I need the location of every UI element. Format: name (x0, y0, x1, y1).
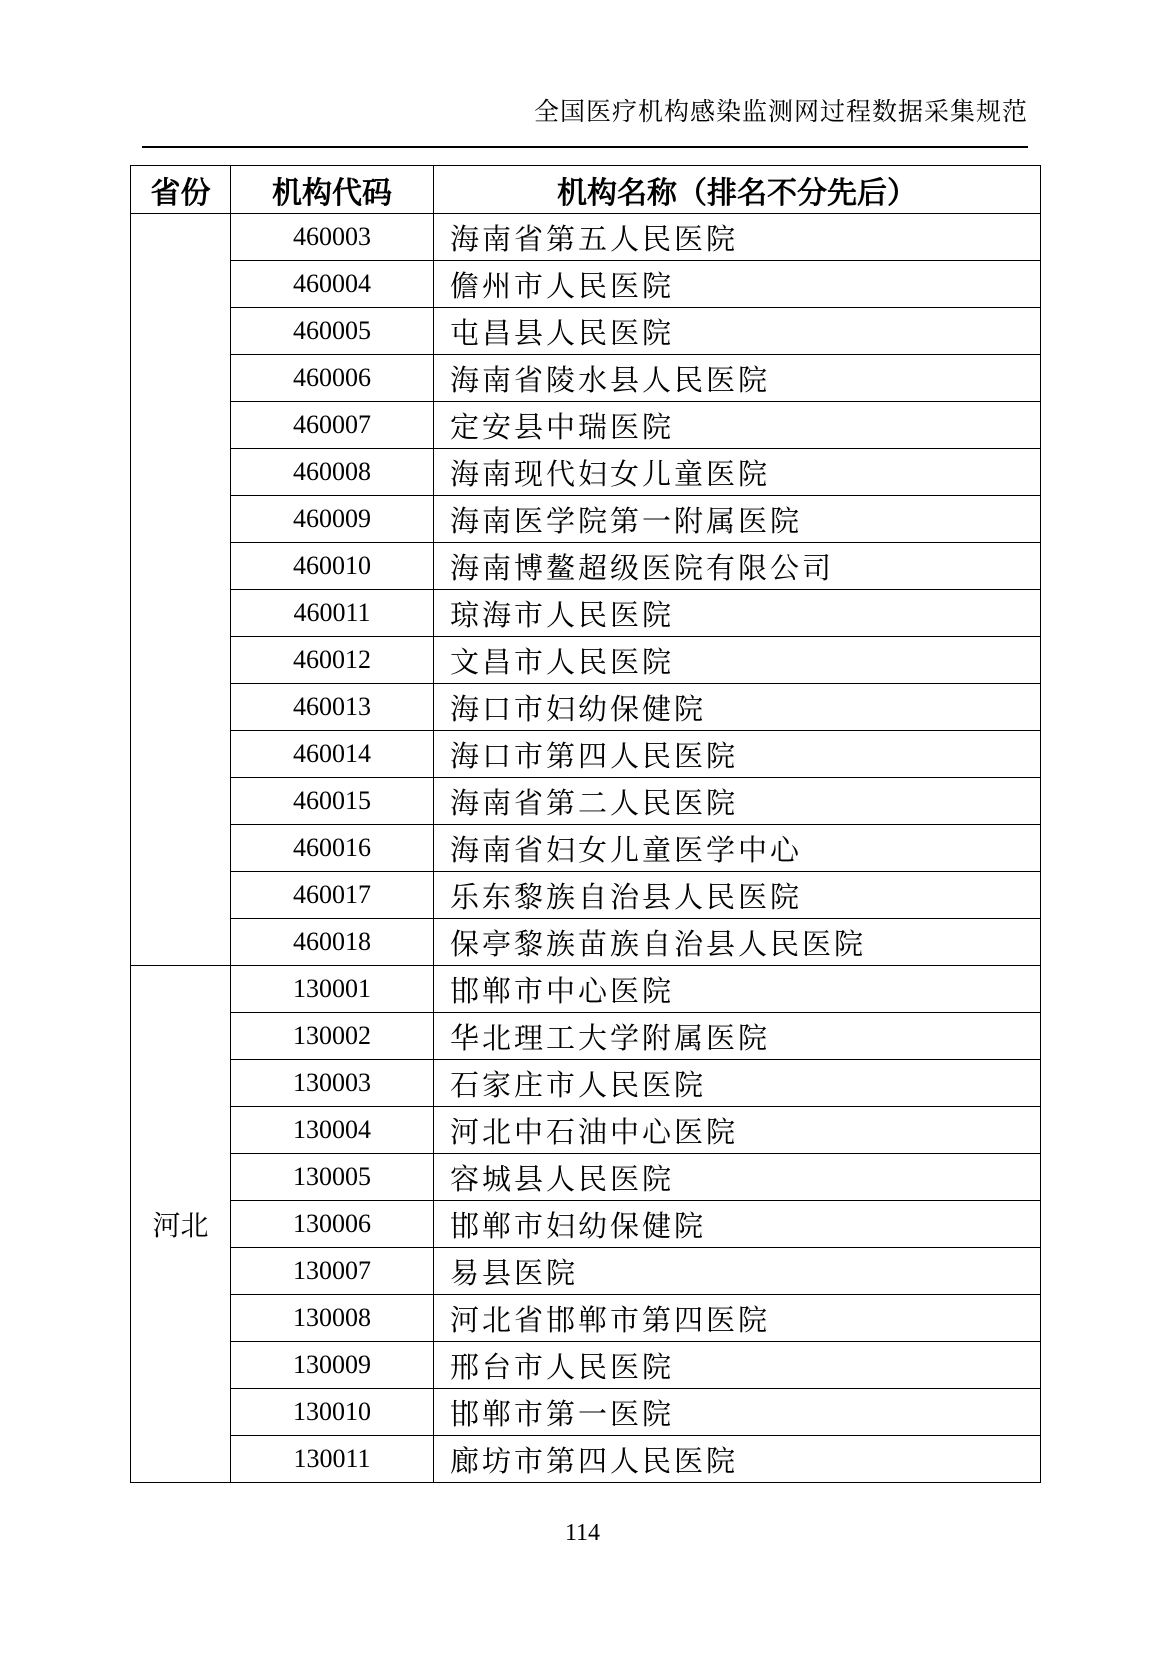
institution-name-cell: 海南现代妇女儿童医院 (434, 449, 1041, 496)
institution-code-cell: 460012 (231, 637, 434, 684)
header-divider (142, 146, 1028, 148)
institution-name-cell: 河北省邯郸市第四医院 (434, 1295, 1041, 1342)
table-row (131, 637, 1041, 684)
institution-name-cell: 海口市妇幼保健院 (434, 684, 1041, 731)
institution-name-cell: 廊坊市第四人民医院 (434, 1436, 1041, 1483)
institution-name-cell: 海南省陵水县人民医院 (434, 355, 1041, 402)
table-row (131, 1201, 1041, 1248)
institution-code-cell: 460003 (231, 214, 434, 261)
institution-name-cell: 文昌市人民医院 (434, 637, 1041, 684)
column-header-name: 机构名称（排名不分先后） (434, 166, 1041, 214)
table-header-row (131, 166, 1041, 214)
table-row (131, 590, 1041, 637)
table-row (131, 1107, 1041, 1154)
institution-table (130, 165, 1041, 1483)
table-row (131, 872, 1041, 919)
institution-code-cell: 460018 (231, 919, 434, 966)
institution-name-cell: 邯郸市第一医院 (434, 1389, 1041, 1436)
table-row (131, 1013, 1041, 1060)
province-cell: 河北 (131, 966, 231, 1483)
institution-name-cell: 儋州市人民医院 (434, 261, 1041, 308)
institution-code-cell: 460017 (231, 872, 434, 919)
table-row (131, 1436, 1041, 1483)
institution-code-cell: 460015 (231, 778, 434, 825)
institution-code-cell: 130004 (231, 1107, 434, 1154)
institution-code-cell: 460009 (231, 496, 434, 543)
table-row (131, 449, 1041, 496)
table-row (131, 214, 1041, 261)
institution-code-cell: 460004 (231, 261, 434, 308)
table-row (131, 919, 1041, 966)
column-header-province: 省份 (131, 166, 231, 214)
institution-name-cell: 邯郸市妇幼保健院 (434, 1201, 1041, 1248)
table-row (131, 1154, 1041, 1201)
institution-code-cell: 130011 (231, 1436, 434, 1483)
table-row (131, 684, 1041, 731)
institution-code-cell: 460005 (231, 308, 434, 355)
institution-code-cell: 460010 (231, 543, 434, 590)
institution-code-cell: 130009 (231, 1342, 434, 1389)
province-cell (131, 214, 231, 966)
table-row (131, 825, 1041, 872)
institution-name-cell: 屯昌县人民医院 (434, 308, 1041, 355)
institution-name-cell: 海南博鳌超级医院有限公司 (434, 543, 1041, 590)
table-row (131, 261, 1041, 308)
table-row (131, 778, 1041, 825)
institution-code-cell: 130003 (231, 1060, 434, 1107)
institution-name-cell: 石家庄市人民医院 (434, 1060, 1041, 1107)
column-header-code: 机构代码 (231, 166, 434, 214)
institution-code-cell: 460014 (231, 731, 434, 778)
institution-code-cell: 130010 (231, 1389, 434, 1436)
institution-name-cell: 华北理工大学附属医院 (434, 1013, 1041, 1060)
institution-code-cell: 130006 (231, 1201, 434, 1248)
institution-name-cell: 河北中石油中心医院 (434, 1107, 1041, 1154)
institution-name-cell: 易县医院 (434, 1248, 1041, 1295)
table-row (131, 1389, 1041, 1436)
table-row (131, 355, 1041, 402)
table-row (131, 1248, 1041, 1295)
institution-name-cell: 定安县中瑞医院 (434, 402, 1041, 449)
institution-name-cell: 琼海市人民医院 (434, 590, 1041, 637)
table-row (131, 496, 1041, 543)
table-row (131, 731, 1041, 778)
institution-code-cell: 460008 (231, 449, 434, 496)
institution-name-cell: 海南医学院第一附属医院 (434, 496, 1041, 543)
institution-code-cell: 460006 (231, 355, 434, 402)
institution-name-cell: 海南省妇女儿童医学中心 (434, 825, 1041, 872)
running-header-title: 全国医疗机构感染监测网过程数据采集规范 (533, 97, 1028, 126)
table-body (131, 214, 1041, 1483)
institution-code-cell: 130005 (231, 1154, 434, 1201)
table-row (131, 966, 1041, 1013)
institution-code-cell: 460007 (231, 402, 434, 449)
institution-name-cell: 邯郸市中心医院 (434, 966, 1041, 1013)
table-row (131, 402, 1041, 449)
institution-name-cell: 保亭黎族苗族自治县人民医院 (434, 919, 1041, 966)
institution-name-cell: 乐东黎族自治县人民医院 (434, 872, 1041, 919)
table-row (131, 308, 1041, 355)
institution-name-cell: 容城县人民医院 (434, 1154, 1041, 1201)
institution-name-cell: 海口市第四人民医院 (434, 731, 1041, 778)
institution-code-cell: 130001 (231, 966, 434, 1013)
institution-code-cell: 460016 (231, 825, 434, 872)
table-row (131, 543, 1041, 590)
table-row (131, 1342, 1041, 1389)
institution-code-cell: 130002 (231, 1013, 434, 1060)
institution-name-cell: 海南省第二人民医院 (434, 778, 1041, 825)
institution-code-cell: 460013 (231, 684, 434, 731)
page-number: 114 (564, 1520, 601, 1546)
institution-code-cell: 130007 (231, 1248, 434, 1295)
table-row (131, 1295, 1041, 1342)
table-row (131, 1060, 1041, 1107)
institution-code-cell: 460011 (231, 590, 434, 637)
institution-name-cell: 邢台市人民医院 (434, 1342, 1041, 1389)
institution-name-cell: 海南省第五人民医院 (434, 214, 1041, 261)
institution-code-cell: 130008 (231, 1295, 434, 1342)
